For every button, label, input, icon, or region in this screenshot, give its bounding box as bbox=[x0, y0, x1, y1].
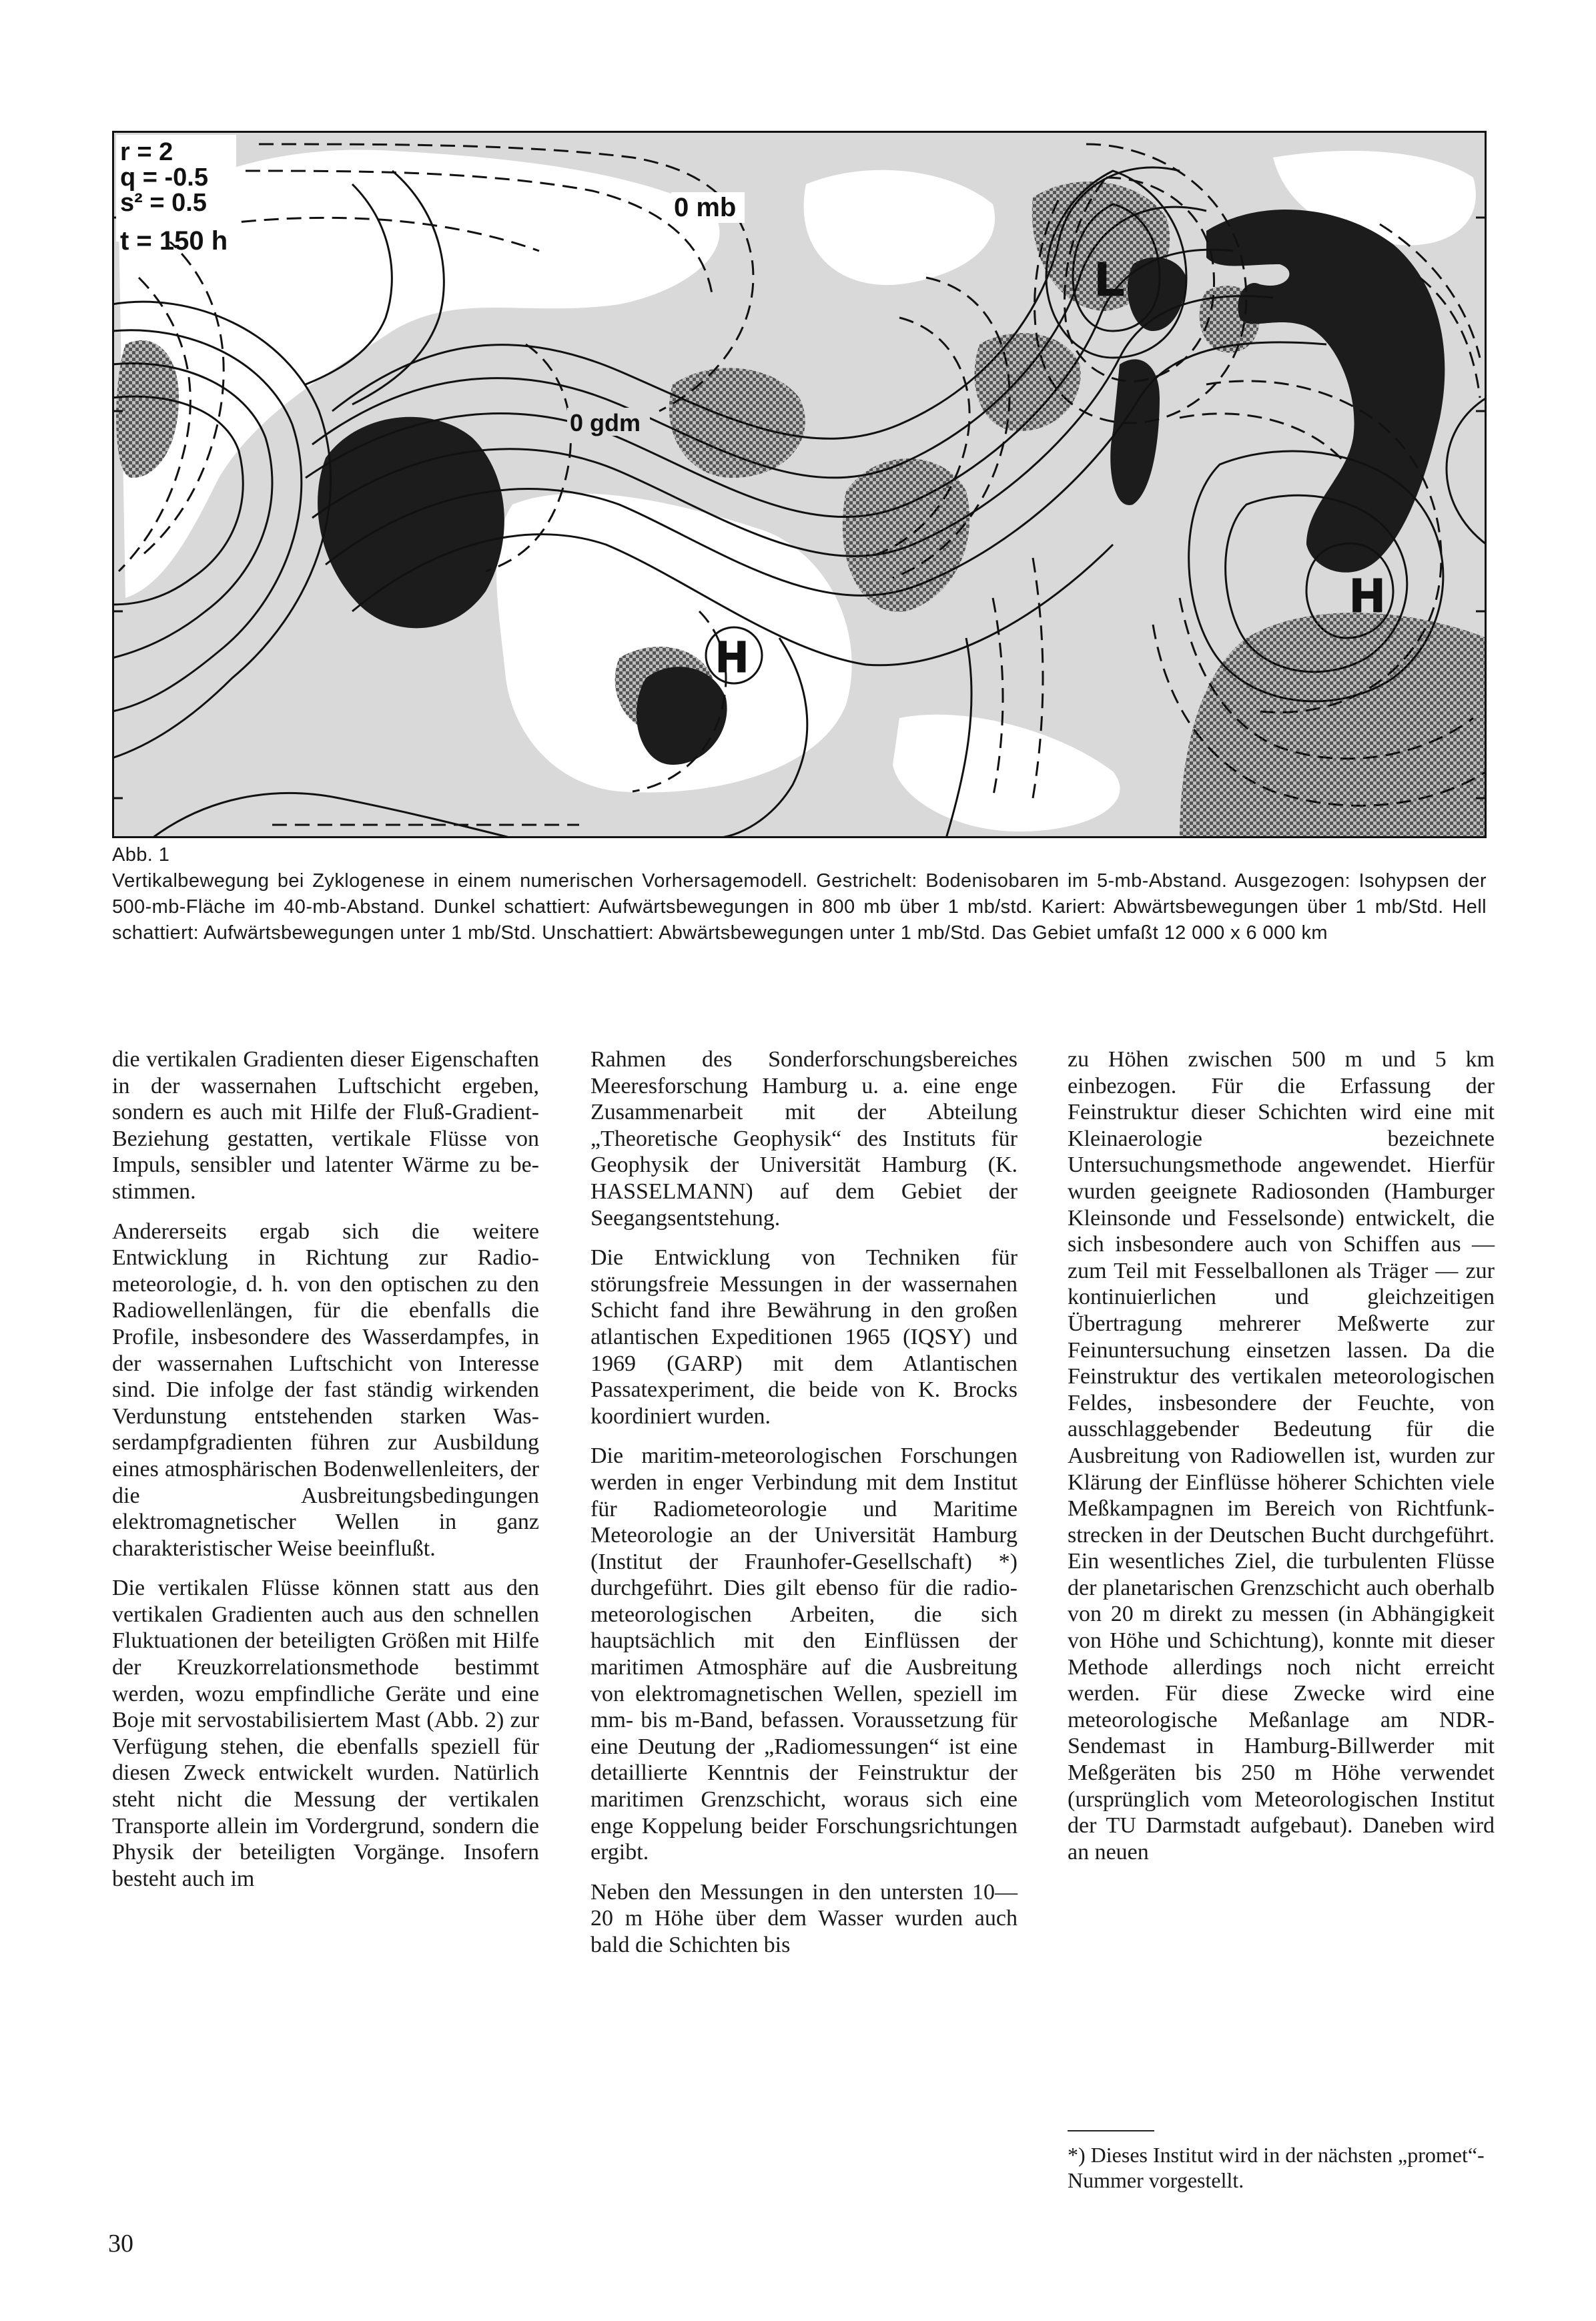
caption-number: Abb. 1 bbox=[112, 844, 170, 866]
paragraph: Rahmen des Sonderforschungsbereiches Meeresforschung Hamburg u. a. eine enge Zusammenarbeit mit der Abteilung „Theoretische Geophysik“ des Instituts für Geophysik der Universität Hamburg (K. HASSELMANN) auf dem Gebiet der Seegangsentstehung. bbox=[590, 1047, 1018, 1231]
param-r: r = 2 bbox=[120, 138, 173, 166]
footnote: *) Dieses Institut wird in der nächsten „promet“-Nummer vorgestellt. bbox=[1068, 2143, 1485, 2192]
low-center-label: L bbox=[1096, 253, 1124, 305]
label-0gdm: 0 gdm bbox=[570, 409, 641, 436]
cyclogenesis-figure bbox=[112, 131, 1487, 838]
paragraph: Die vertikalen Flüsse können statt aus den vertikalen Gradienten auch aus den schnellen Fluktuationen der beteiligten Größen mit Hilfe der Kreuzkorrelationsmethode bestimmt werden, wozu empfindliche Geräte und eine Boje mit servostabilisiertem Mast (Abb. 2) zur Verfügung stehen, die ebenfalls speziell für diesen Zweck entwickelt wurden. Natürlich steht nicht die Messung der vertikalen Transporte allein im Vordergrund, sondern die Physik der beteiligten Vorgänge. Insofern besteht auch im bbox=[112, 1576, 539, 1891]
paragraph: Neben den Messungen in den untersten 10—20 m Höhe über dem Wasser wurden auch bald die Schichten bis bbox=[590, 1879, 1018, 1957]
high-center-label-left: H bbox=[717, 633, 748, 681]
text-column-2 bbox=[590, 1046, 1018, 1972]
paragraph: die vertikalen Gradienten dieser Eigenschaften in der wassernahen Luftschicht ergeben, sondern es auch mit Hilfe der Fluß-Gradient-Beziehung gestatten, vertikale Flüsse von Impuls, sensibler und latenter Wärme zu bestimmen. bbox=[112, 1047, 539, 1204]
high-center-label-right: H bbox=[1350, 569, 1384, 621]
label-0mb: 0 mb bbox=[674, 193, 737, 222]
figure-caption bbox=[112, 842, 1487, 946]
footnote-rule bbox=[1068, 2130, 1154, 2131]
paragraph: Die maritim-meteorologischen Forschungen werden in enger Verbindung mit dem Institut für Radiometeorologie und Maritime Meteorologie an der Universität Hamburg (Institut der Fraunhofer-Gesellschaft) *) durchgeführt. Dies gilt ebenso für die radiometeorologischen Arbeiten, die sich hauptsächlich mit den Einflüssen der maritimen Atmosphäre auf die Ausbreitung von elektromagnetischen Wellen, speziell im mm- bis m-Band, befassen. Voraussetzung für eine Deutung der „Radiomessungen“ ist eine detaillierte Kenntnis der Feinstruktur der maritimen Grenzschicht, woraus sich eine enge Koppelung beider Forschungsrichtungen ergibt. bbox=[590, 1443, 1018, 1865]
caption-text: Vertikalbewegung bei Zyklogenese in einem numerischen Vorhersagemodell. Gestrichelt: Bodenisobaren im 5-mb-Abstand. Ausgezogen: Isohypsen der 500-mb-Fläche im 40-mb-Abstand. Dunkel schattiert: Aufwärtsbewegungen in 800 mb über 1 mb/std. Kariert: Abwärtsbewegungen über 1 mb/Std. Hell schattiert: Aufwärtsbewegungen unter 1 mb/Std. Unschattiert: Abwärtsbewegungen unter 1 mb/Std. Das Gebiet umfaßt 12 000 x 6 000 km bbox=[112, 870, 1487, 944]
paragraph: Andererseits ergab sich die weitere Entwicklung in Richtung zur Radiometeorologie, d. h. von den optischen zu den Radiowellenlängen, für die ebenfalls die Profile, insbesondere des Wasserdampfes, in der wassernahen Luftschicht von Interesse sind. Die infolge der fast ständig wirkenden Verdunstung entstehenden starken Wasserdampfgradienten führen zur Ausbildung eines atmosphärischen Bodenwellenleiters, der die Ausbreitungsbedingungen elektromagnetischer Wellen in ganz charakteristischer Weise beeinflußt. bbox=[112, 1219, 539, 1561]
page-number: 30 bbox=[108, 2230, 133, 2258]
time-label: t = 150 h bbox=[120, 226, 228, 256]
text-column-3 bbox=[1068, 1046, 1495, 1879]
param-q: q = -0.5 bbox=[120, 163, 208, 192]
paragraph: Die Entwicklung von Techniken für störungsfreie Messungen in der wassernahen Schicht fand ihre Bewährung in den großen atlantischen Expeditionen 1965 (IQSY) und 1969 (GARP) mit dem Atlantischen Passatexperiment, die beide von K. Brocks koordiniert wurden. bbox=[590, 1245, 1018, 1429]
param-s2: s² = 0.5 bbox=[120, 189, 207, 217]
text-column-1 bbox=[112, 1046, 539, 1905]
paragraph: zu Höhen zwischen 500 m und 5 km einbezogen. Für die Erfassung der Feinstruktur dieser Schichten wird eine mit Kleinaerologie bezeichnete Untersuchungsmethode angewendet. Hierfür wurden geeignete Radiosonden (Hamburger Kleinsonde und Fesselsonde) entwickelt, die sich insbesondere auch von Schiffen aus — zum Teil mit Fesselballonen als Träger — zur kontinuierlichen und gleichzeitigen Übertragung mehrerer Meßwerte zur Feinuntersuchung einsetzen lassen. Da die Feinstruktur des vertikalen meteorologischen Feldes, insbesondere der Feuchte, von ausschlaggebender Bedeutung für die Ausbreitung von Radiowellen ist, wurden zur Klärung der Einflüsse höherer Schichten viele Meßkampagnen im Bereich von Richtfunkstrecken in der Deutschen Bucht durchgeführt. Ein wesentliches Ziel, die turbulenten Flüsse der planetarischen Grenzschicht auch oberhalb von 20 m direkt zu messen (in Abhängigkeit von Höhe und Schichtung), konnte mit dieser Methode allerdings noch nicht erreicht werden. Für diese Zwecke wird eine meteorologische Meßanlage am NDR-Sendemast in Hamburg-Billwerder mit Meßgeräten bis 250 m Höhe verwendet (ursprünglich vom Meteorologischen Institut der TU Darmstadt aufgebaut). Daneben wird an neuen bbox=[1068, 1047, 1495, 1865]
